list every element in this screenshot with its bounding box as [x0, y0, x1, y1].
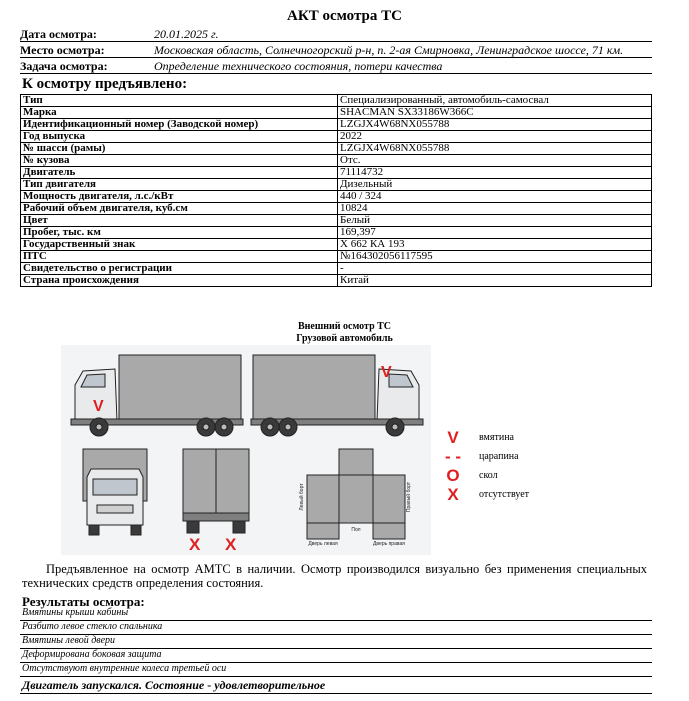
property-label: Страна происхождения [21, 275, 338, 287]
table-row [21, 215, 652, 227]
meta-row-task [20, 58, 652, 74]
cargo-box [119, 355, 241, 421]
list-item: Вмятины крыши кабины [20, 607, 652, 621]
property-label: Год выпуска [21, 131, 338, 143]
list-item: Деформирована боковая защита [20, 649, 652, 663]
left-side-label: Левый борт [299, 483, 305, 511]
property-value: Белый [338, 215, 652, 227]
property-label: Тип [21, 95, 338, 107]
conclusion: Двигатель запускался. Состояние - удовлетворительное [20, 677, 652, 694]
meta-row-date [20, 26, 652, 42]
table-row [21, 119, 652, 131]
table-row [21, 107, 652, 119]
rear-bumper [183, 513, 249, 521]
property-value: LZGJX4W68NX055788 [338, 119, 652, 131]
cab [87, 469, 143, 525]
property-value: №164302056117595 [338, 251, 652, 263]
box-door-left [307, 523, 339, 539]
meta-label: Задача осмотра: [20, 59, 108, 73]
truck-front-view [83, 449, 147, 535]
property-value: Китай [338, 275, 652, 287]
meta-value: Московская область, Солнечногорский р-н, п. 2-ая Смирновка, Ленинградское шоссе, 71 км. [154, 43, 624, 57]
inspection-statement: Предъявленное на осмотр АМТС в наличии. Осмотр производился визуально без применения специальных технических средств определения состояния. [22, 562, 647, 590]
table-row [21, 275, 652, 287]
property-label: Тип двигателя [21, 179, 338, 191]
document-title: АКТ осмотра ТС [287, 8, 402, 24]
property-label: Цвет [21, 215, 338, 227]
inspection-title-line1: Внешний осмотр ТС [297, 321, 392, 332]
list-item: Разбито левое стекло спальника [20, 621, 652, 635]
property-label: Мощность двигателя, л.с./кВт [21, 191, 338, 203]
meta-value: Определение технического состояния, потери качества [154, 59, 443, 73]
table-row [21, 131, 652, 143]
door-right-label: Дверь правая [373, 541, 405, 547]
table-row [21, 155, 652, 167]
property-label: ПТС [21, 251, 338, 263]
meta-value: 20.01.2025 г. [154, 27, 219, 41]
property-value: Отс. [338, 155, 652, 167]
property-label: Рабочий объем двигателя, куб.см [21, 203, 338, 215]
floor-label: Пол [351, 527, 361, 533]
table-row [21, 179, 652, 191]
property-label: № шасси (рамы) [21, 143, 338, 155]
wheel [131, 525, 141, 535]
legend-label: скол [479, 470, 498, 481]
box-floor-panel [339, 475, 373, 523]
property-label: Идентификационный номер (Заводской номер) [21, 119, 338, 131]
door-left-label: Дверь левая [308, 541, 338, 547]
table-row [21, 95, 652, 107]
property-label: Государственный знак [21, 239, 338, 251]
property-value: Х 662 КА 193 [338, 239, 652, 251]
wheel [187, 521, 199, 533]
list-item: Вмятины левой двери [20, 635, 652, 649]
property-value: Специализированный, автомобиль-самосвал [338, 95, 652, 107]
cargo-box [253, 355, 375, 421]
missing-symbol: X [447, 485, 459, 504]
missing-mark: X [225, 535, 237, 554]
legend-label: царапина [479, 451, 519, 462]
property-value: SHACMAN SX33186W366C [338, 107, 652, 119]
meta-row-place [20, 42, 652, 58]
meta-label: Место осмотра: [20, 43, 105, 57]
inspection-title-line2: Грузовой автомобиль [296, 333, 393, 344]
property-value: 2022 [338, 131, 652, 143]
legend-label: отсутствует [479, 489, 530, 500]
dent-mark: V [381, 364, 392, 381]
property-value: 440 / 324 [338, 191, 652, 203]
missing-mark: X [189, 535, 201, 554]
box-left-panel [307, 475, 339, 523]
table-row [21, 263, 652, 275]
property-label: Пробег, тыс. км [21, 227, 338, 239]
meta-label: Дата осмотра: [20, 27, 97, 41]
dent-symbol: V [447, 428, 459, 447]
truck-diagram [61, 345, 431, 555]
truck-rear-view [183, 449, 249, 533]
property-label: № кузова [21, 155, 338, 167]
property-label: Марка [21, 107, 338, 119]
legend-label: вмятина [479, 432, 514, 443]
properties-table [20, 94, 652, 287]
scratch-symbol: - - [444, 447, 462, 466]
list-item: Отсутствуют внутренние колеса третьей оси [20, 663, 652, 677]
chip-symbol: O [446, 466, 460, 485]
results-list [20, 607, 652, 694]
property-value: - [338, 263, 652, 275]
box-door-right [373, 523, 405, 539]
property-value: 169,397 [338, 227, 652, 239]
box-right-panel [373, 475, 405, 523]
box-front-panel [339, 449, 373, 475]
inspection-title [0, 321, 689, 345]
windshield [93, 479, 137, 495]
property-value: 10824 [338, 203, 652, 215]
table-row [21, 143, 652, 155]
table-row [21, 239, 652, 251]
property-value: Дизельный [338, 179, 652, 191]
table-row [21, 191, 652, 203]
wheel [233, 521, 245, 533]
property-value: LZGJX4W68NX055788 [338, 143, 652, 155]
table-row [21, 203, 652, 215]
property-value: 71114732 [338, 167, 652, 179]
property-label: Двигатель [21, 167, 338, 179]
results-heading: Результаты осмотра: [22, 594, 145, 609]
table-row [21, 167, 652, 179]
grille [97, 505, 133, 513]
property-label: Свидетельство о регистрации [21, 263, 338, 275]
meta-block [20, 26, 652, 74]
right-side-label: Правый борт [406, 481, 412, 513]
table-row [21, 227, 652, 239]
presented-heading: К осмотру предъявлено: [22, 76, 188, 92]
dent-mark: V [93, 398, 104, 415]
table-row [21, 251, 652, 263]
wheel [89, 525, 99, 535]
